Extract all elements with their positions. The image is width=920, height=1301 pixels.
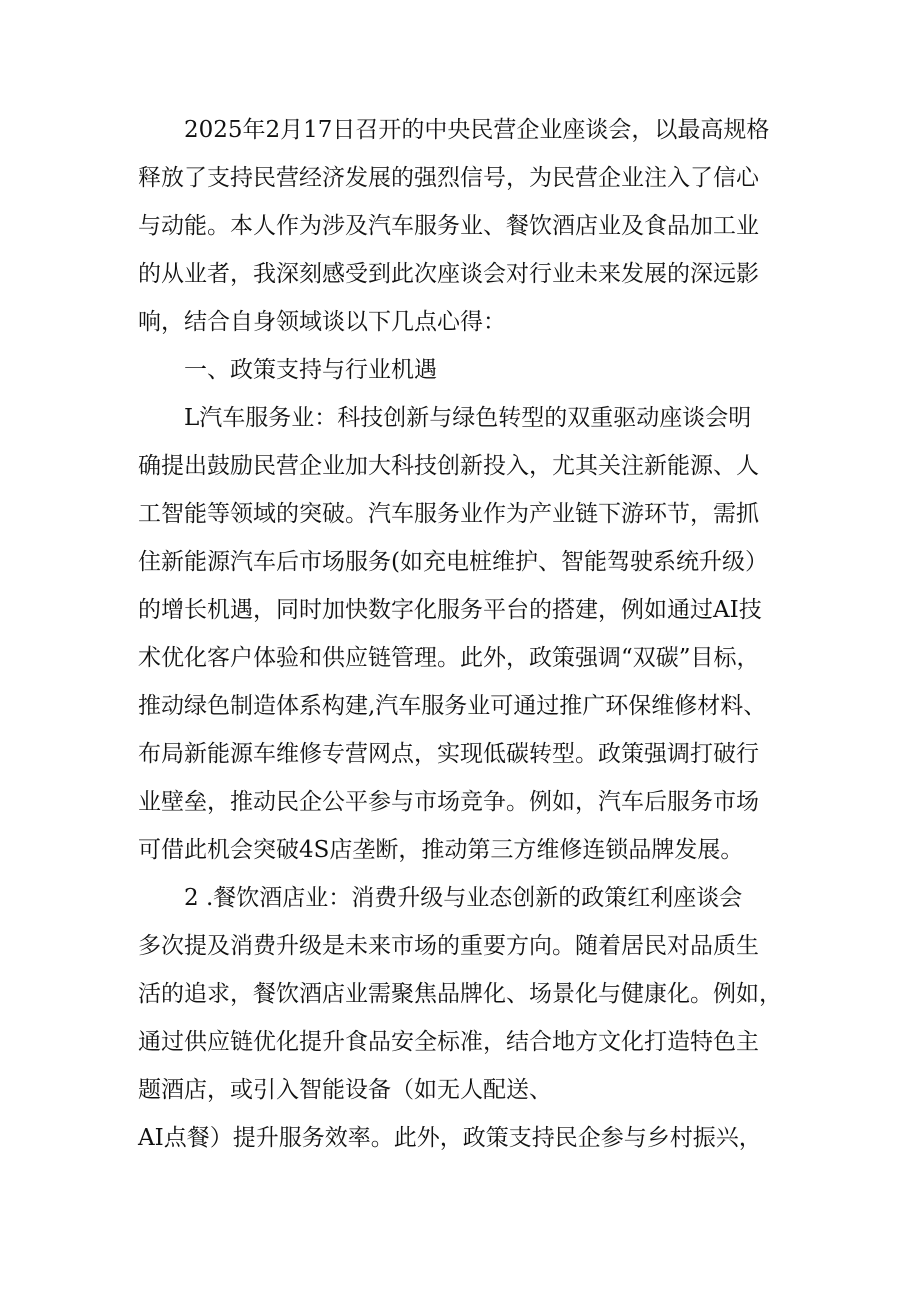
text-line: 题酒店，或引入智能设备（如无人配送、 — [138, 1077, 552, 1103]
text-line: 工智能等领域的突破。汽车服务业作为产业链下游环节，需抓 — [138, 501, 759, 527]
text-line: 住新能源汽车后市场服务(如充电桩维护、智能驾驶系统升级） — [138, 549, 768, 575]
document-body — [138, 106, 818, 1162]
text-line: 通过供应链优化提升食品安全标准，结合地方文化打造特色主 — [138, 1029, 759, 1055]
text-line: 推动绿色制造体系构建,汽车服务业可通过推广环保维修材料、 — [138, 693, 767, 719]
text-line: 业壁垒，推动民企公平参与市场竞争。例如，汽车后服务市场 — [138, 789, 759, 815]
text-line: 2 .餐饮酒店业：消费升级与业态创新的政策红利座谈会 — [184, 885, 743, 911]
text-line: 的从业者，我深刻感受到此次座谈会对行业未来发展的深远影 — [138, 261, 759, 287]
text-line: 释放了支持民营经济发展的强烈信号，为民营企业注入了信心 — [138, 165, 759, 191]
text-line: 布局新能源车维修专营网点，实现低碳转型。政策强调打破行 — [138, 741, 759, 767]
text-line: 可借此机会突破4S店垄断，推动第三方维修连锁品牌发展。 — [138, 837, 744, 863]
text-line: 的增长机遇，同时加快数字化服务平台的搭建，例如通过AI技 — [138, 597, 762, 623]
text-line: 2025年2月17日召开的中央民营企业座谈会，以最高规格 — [184, 117, 770, 143]
text-line: 与动能。本人作为涉及汽车服务业、餐饮酒店业及食品加工业 — [138, 213, 759, 239]
text-line: 活的追求，餐饮酒店业需聚焦品牌化、场景化与健康化。例如， — [138, 981, 782, 1007]
text-line: L汽车服务业：科技创新与绿色转型的双重驱动座谈会明 — [184, 405, 752, 431]
section-heading: 一、政策支持与行业机遇 — [184, 357, 437, 383]
text-line: AI点餐）提升服务效率。此外，政策支持民企参与乡村振兴， — [138, 1125, 762, 1151]
text-line: 多次提及消费升级是未来市场的重要方向。随着居民对品质生 — [138, 933, 759, 959]
text-line: 响，结合自身领域谈以下几点心得： — [138, 309, 506, 335]
text-line: 术优化客户体验和供应链管理。此外，政策强调“双碳”目标， — [138, 645, 760, 671]
text-line: 确提出鼓励民营企业加大科技创新投入，尤其关注新能源、人 — [138, 453, 759, 479]
